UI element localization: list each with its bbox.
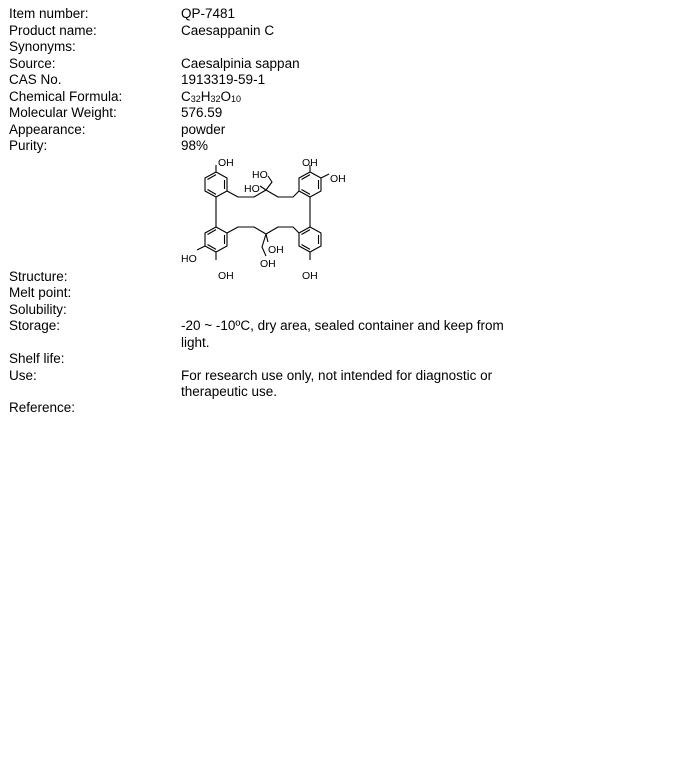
- formula-hydrogen: H: [200, 88, 211, 104]
- solubility-label: Solubility:: [9, 301, 67, 317]
- label-ho-upper: HO: [252, 169, 268, 181]
- label-oh-mid: OH: [268, 244, 284, 256]
- melt-point-label: Melt point:: [9, 285, 72, 300]
- formula-hydrogen-count: 32: [210, 93, 221, 104]
- molecular-weight-value: 576.59: [181, 105, 223, 120]
- chemical-structure-image: [176, 152, 356, 284]
- cas-number-label: CAS No.: [9, 72, 62, 87]
- product-name-value: Caesappanin C: [181, 22, 275, 38]
- structure-label: Structure:: [9, 268, 68, 284]
- synonyms-label: Synonyms:: [9, 39, 76, 54]
- appearance-value: powder: [181, 121, 226, 137]
- label-oh-right: OH: [330, 173, 346, 185]
- label-oh-top-right: OH: [302, 157, 318, 169]
- ring-lower-right: [299, 227, 321, 252]
- label-oh-top-left: OH: [218, 157, 234, 169]
- item-number-value: QP-7481: [181, 6, 236, 21]
- label-oh-mid-2: OH: [260, 258, 276, 270]
- appearance-label: Appearance:: [9, 121, 86, 137]
- shelf-life-label: Shelf life:: [9, 351, 65, 366]
- label-oh-bottom-right: OH: [302, 270, 318, 282]
- use-value: For research use only, not intended for diagnostic or therapeutic use.: [181, 367, 493, 399]
- cas-number-value: 1913319-59-1: [181, 72, 266, 87]
- purity-label: Purity:: [9, 138, 48, 153]
- label-ho-upper-2: HO: [244, 183, 260, 195]
- formula-carbon: C: [181, 88, 191, 104]
- ring-lower-left: [205, 227, 227, 252]
- label-oh-bottom-left: OH: [218, 270, 234, 282]
- ring-upper-right: [299, 172, 321, 197]
- purity-value: 98%: [181, 138, 209, 153]
- formula-carbon-count: 32: [190, 93, 201, 104]
- label-ho-left: HO: [181, 253, 197, 265]
- use-label: Use:: [9, 367, 37, 383]
- product-name-label: Product name:: [9, 22, 97, 38]
- molecular-weight-label: Molecular Weight:: [9, 105, 117, 120]
- ring-upper-left: [205, 172, 227, 197]
- formula-oxygen: O: [220, 88, 232, 104]
- reference-label: Reference:: [9, 400, 76, 415]
- item-number-label: Item number:: [9, 6, 89, 21]
- chemical-formula-value: [181, 89, 241, 106]
- storage-label: Storage:: [9, 318, 61, 333]
- chemical-formula-label: Chemical Formula:: [9, 88, 123, 104]
- source-value: Caesalpinia sappan: [181, 55, 300, 71]
- source-label: Source:: [9, 55, 56, 71]
- formula-oxygen-count: 10: [231, 93, 242, 104]
- storage-value: -20 ~ -10ºC, dry area, sealed container and keep from light.: [181, 318, 504, 350]
